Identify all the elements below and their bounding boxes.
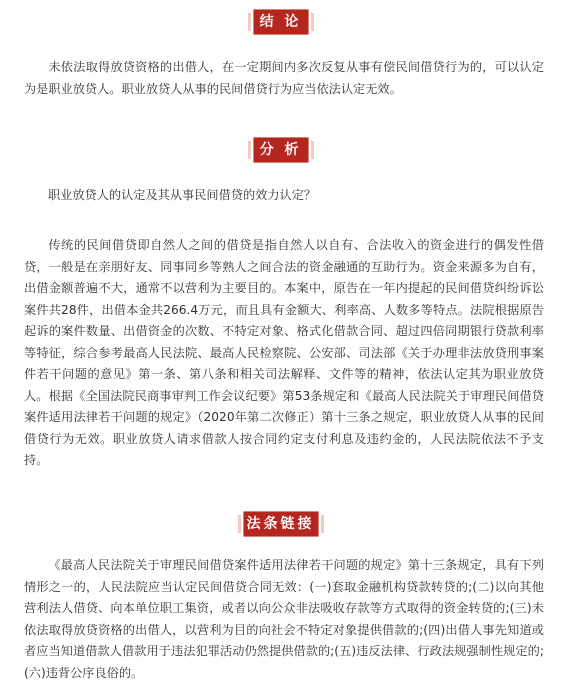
law-links-heading: 法条链接	[243, 511, 319, 537]
conclusion-heading: 结 论	[253, 9, 309, 35]
analysis-heading: 分 析	[253, 137, 309, 163]
conclusion-paragraph: 未依法取得放贷资格的出借人，在一定期间内多次反复从事有偿民间借贷行为的，可以认定为是职业放贷人。职业放贷人从事的民间借贷行为应当依法认定无效。	[24, 60, 544, 96]
analysis-question: 职业放贷人的认定及其从事民间借贷的效力认定？	[48, 188, 317, 202]
analysis-paragraph: 传统的民间借贷即自然人之间的借贷是指自然人以自有、合法收入的资金进行的偶发性借贷，一般是在亲朋好友、同事同乡等熟人之间合法的资金融通的互助行为。资金来源多为自有，出借金额普遍不大，通常不以营利为主要目的。本案中，原告在一年内提起的民间借贷纠纷诉讼案件共28件，出借本金共266.4万元，而且具有金额大、利率高、人数多等特点。法院根据原告起诉的案件数量、出借资金的次数、不特定对象、格式化借款合同、超过四倍同期银行贷款利率等特征，综合参考最高人民法院、最高人民检察院、公安部、司法部《关于办理非法放贷刑事案件若干问题的意见》第一条、第八条和相关司法解释、文件等的精神，依法认定其为职业放贷人。根据《全国法院民商事审判工作会议纪要》第53条规定和《最高人民法院关于审理民间借贷案件适用法律若干问题的规定》（2020年第二次修正）第十三条之规定，职业放贷人从事的民间借贷行为无效。职业放贷人请求借款人按合同约定支付利息及违约金的，人民法院依法不予支持。	[24, 238, 544, 467]
analysis-heading-wrap	[0, 137, 561, 163]
law-heading-wrap	[0, 511, 561, 537]
law-paragraph: 《最高人民法院关于审理民间借贷案件适用法律若干问题的规定》第十三条规定，具有下列情形之一的，人民法院应当认定民间借贷合同无效：(一)套取金融机构贷款转贷的;(二)以向其他营利法人借贷、向本单位职工集资，或者以向公众非法吸收存款等方式取得的资金转贷的;(三)未依法取得放贷资格的出借人，以营利为目的向社会不特定对象提供借款的;(四)出借人事先知道或者应当知道借款人借款用于违法犯罪活动仍然提供借款的;(五)违反法律、行政法规强制性规定的;(六)违背公序良俗的。	[24, 558, 544, 680]
conclusion-heading-wrap	[0, 9, 561, 35]
